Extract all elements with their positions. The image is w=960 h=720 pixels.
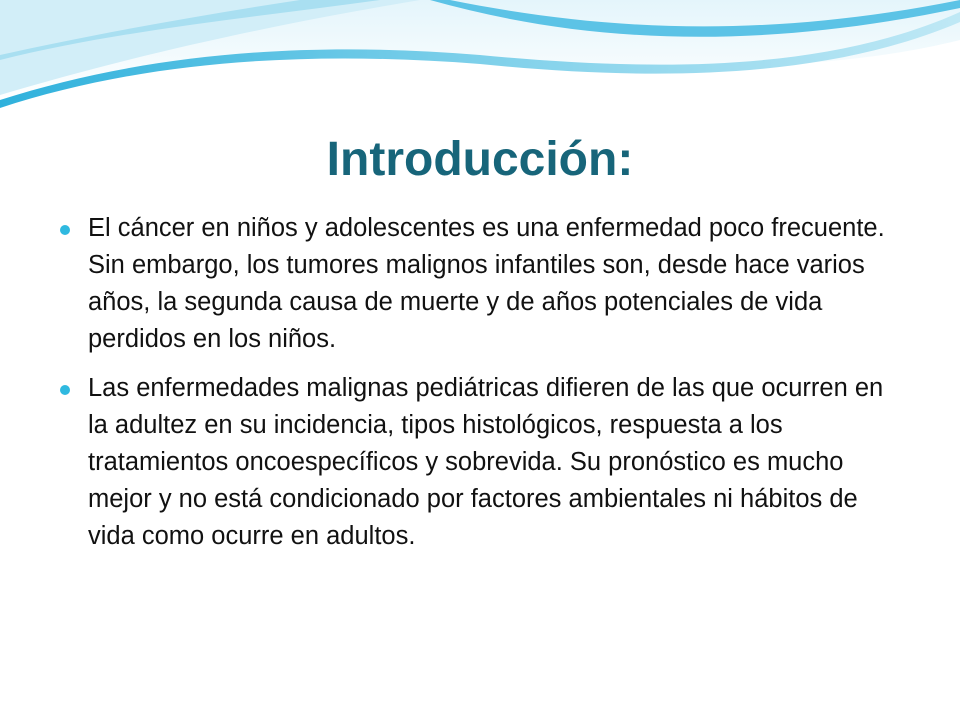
bullet-text: El cáncer en niños y adolescentes es una enfermedad poco frecuente. Sin embargo, los tumores malignos infantiles son, desde hace varios años, la segunda causa de muerte y de años potenciales de vida perdidos en los niños.	[88, 214, 885, 353]
bullet-dot-icon	[60, 225, 70, 235]
bullet-text: Las enfermedades malignas pediátricas difieren de las que ocurren en la adultez en su incidencia, tipos histológicos, respuesta a los tratamientos oncoespecíficos y sobrevida. Su pronóstico es mucho mejor y no está condicionado por factores ambientales ni hábitos de vida como ocurre en adultos.	[88, 374, 884, 550]
bullet-dot-icon	[60, 385, 70, 395]
bullet-item	[56, 370, 906, 555]
bullet-item	[56, 210, 906, 358]
bullet-list	[56, 210, 906, 567]
slide-title: Introducción:	[326, 133, 634, 186]
header-wave-decoration	[0, 0, 960, 110]
